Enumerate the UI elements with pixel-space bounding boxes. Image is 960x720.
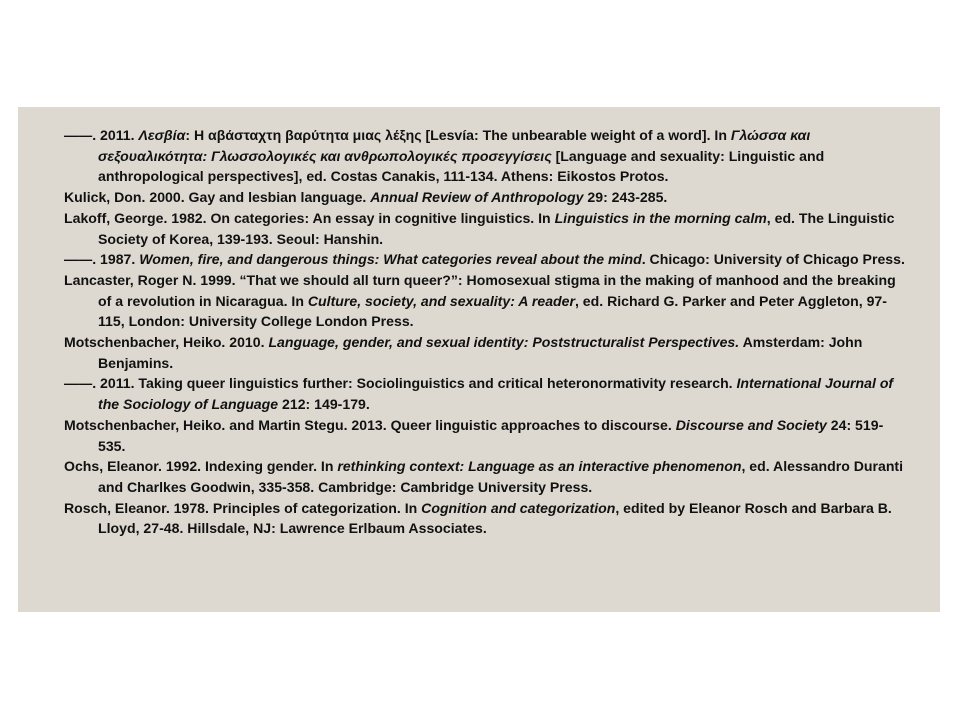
ref-italic-text: Language, gender, and sexual identity: Poststructuralist Perspectives. xyxy=(268,334,740,351)
ref-text: ——. 1987. xyxy=(64,251,140,268)
reference-entry xyxy=(64,332,910,373)
ref-italic-text: Λεσβία xyxy=(138,127,186,143)
ref-italic-text: Discourse and Society xyxy=(675,416,827,433)
ref-italic-text: rethinking context: Language as an interactive phenomenon xyxy=(337,458,742,475)
ref-italic-text: Γλώσσα και σεξουαλικότητα: Γλωσσολογικές και ανθρωπολογικές προσεγγίσεις xyxy=(98,127,811,164)
ref-text: Kulick, Don. 2000. Gay and lesbian language. xyxy=(64,189,371,206)
reference-list xyxy=(64,125,910,539)
reference-entry xyxy=(64,415,910,456)
ref-text: Amsterdam: John Benjamins. xyxy=(98,334,863,371)
ref-text: Lakoff, George. 1982. On categories: An essay in cognitive linguistics. In xyxy=(64,209,555,226)
ref-text: , ed. Richard G. Parker and Peter Aggleton, 97-115, London: University College London Press. xyxy=(98,292,887,330)
reference-entry xyxy=(64,456,910,497)
reference-entry xyxy=(64,498,910,539)
ref-italic-text: Women, fire, and dangerous things: What categories reveal about the mind xyxy=(139,251,642,268)
ref-text: , ed. The Linguistic Society of Korea, 139-193. Seoul: Hanshin. xyxy=(98,209,895,247)
reference-entry xyxy=(64,249,910,270)
ref-text: ——. 2011. Taking queer linguistics further: Sociolinguistics and critical heteronormativity research. xyxy=(64,375,737,392)
ref-text: Rosch, Eleanor. 1978. Principles of categorization. In xyxy=(64,499,422,516)
ref-text: , edited by Eleanor Rosch and Barbara B. Lloyd, 27-48. Hillsdale, NJ: Lawrence Erlbaum Associates. xyxy=(98,499,892,537)
reference-entry xyxy=(64,187,910,208)
ref-text: , ed. Alessandro Duranti and Charlkes Goodwin, 335-358. Cambridge: Cambridge University Press. xyxy=(98,458,904,495)
ref-text: 212: 149-179. xyxy=(278,396,370,413)
ref-text: : Η αβάσταχτη βαρύτητα μιας λέξης [Lesvía: The unbearable weight of a word]. In xyxy=(185,127,731,143)
reference-entry xyxy=(64,125,910,187)
ref-italic-text: Culture, society, and sexuality: A reader xyxy=(307,292,575,309)
ref-text: Lancaster, Roger N. 1999. “That we should all turn queer?”: Homosexual stigma in the making of manhood and the breaking of a revolution in Nicaragua. In xyxy=(64,271,896,309)
ref-text: Motschenbacher, Heiko. 2010. xyxy=(64,334,269,351)
ref-italic-text: International Journal of the Sociology of Language xyxy=(98,375,894,413)
ref-text: [Language and sexuality: Linguistic and anthropological perspectives], ed. Costas Canakis, 111-134. Athens: Eikostos Protos. xyxy=(98,147,825,185)
ref-italic-text: Cognition and categorization xyxy=(421,499,616,516)
ref-text: ——. 2011. xyxy=(64,127,139,143)
ref-text: 24: 519-535. xyxy=(98,416,884,454)
ref-text: 29: 243-285. xyxy=(583,189,668,206)
ref-text: Ochs, Eleanor. 1992. Indexing gender. In xyxy=(64,458,338,475)
ref-italic-text: Annual Review of Anthropology xyxy=(370,189,584,206)
ref-text: . Chicago: University of Chicago Press. xyxy=(641,251,905,268)
ref-italic-text: Linguistics in the morning calm xyxy=(554,209,767,226)
reference-entry xyxy=(64,208,910,249)
references-panel xyxy=(18,107,940,612)
reference-entry xyxy=(64,270,910,332)
reference-entry xyxy=(64,373,910,414)
ref-text: Motschenbacher, Heiko. and Martin Stegu. 2013. Queer linguistic approaches to discourse. xyxy=(64,416,676,433)
